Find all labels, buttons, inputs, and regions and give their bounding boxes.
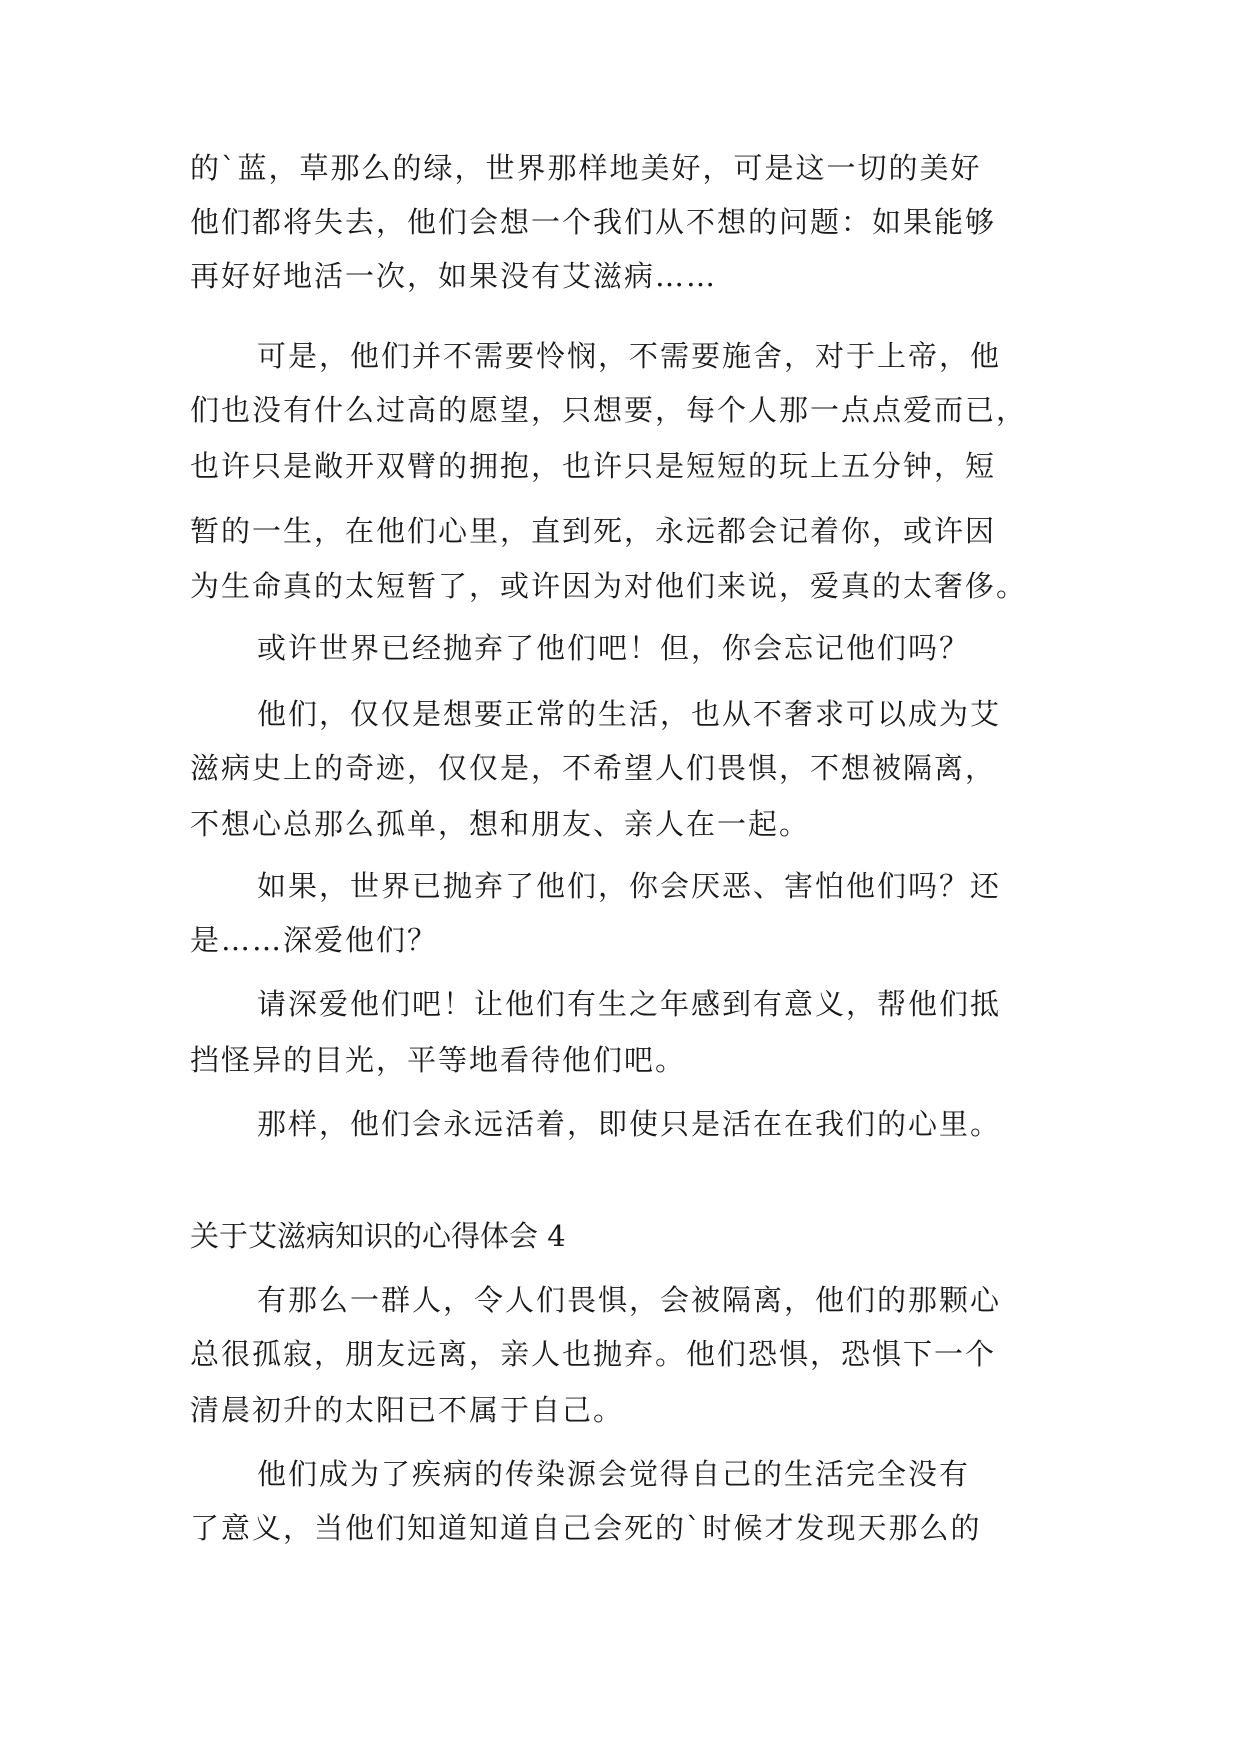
- section-heading: 关于艾滋病知识的心得体会 4: [190, 1219, 566, 1253]
- text-line: 不想心总那么孤单，想和朋友、亲人在一起。: [190, 807, 811, 841]
- text-line: 为生命真的太短暂了，或许因为对他们来说，爱真的太奢侈。: [190, 569, 1028, 603]
- text-line: 有那么一群人，令人们畏惧，会被隔离，他们的那颗心: [257, 1283, 1002, 1317]
- text-line: 也许只是敞开双臂的拥抱，也许只是短短的玩上五分钟，短: [190, 449, 997, 483]
- text-line: 清晨初升的太阳已不属于自己。: [190, 1393, 625, 1427]
- text-line: 如果，世界已抛弃了他们，你会厌恶、害怕他们吗？还: [257, 869, 1002, 903]
- text-line: 是……深爱他们？: [190, 923, 439, 957]
- text-line: 挡怪异的目光，平等地看待他们吧。: [190, 1043, 687, 1077]
- text-line: 那样，他们会永远活着，即使只是活在在我们的心里。: [257, 1107, 1002, 1141]
- text-line: 的`蓝，草那么的绿，世界那样地美好，可是这一切的美好: [190, 151, 982, 185]
- text-line: 总很孤寂，朋友远离，亲人也抛弃。他们恐惧，恐惧下一个: [190, 1337, 997, 1371]
- text-line: 可是，他们并不需要怜悯，不需要施舍，对于上帝，他: [257, 339, 1002, 373]
- text-line: 他们都将失去，他们会想一个我们从不想的问题：如果能够: [190, 205, 997, 239]
- text-line: 他们，仅仅是想要正常的生活，也从不奢求可以成为艾: [257, 697, 1002, 731]
- text-line: 再好好地活一次，如果没有艾滋病……: [190, 259, 718, 293]
- text-line: 们也没有什么过高的愿望，只想要，每个人那一点点爱而已，: [190, 393, 1028, 427]
- text-line: 请深爱他们吧！让他们有生之年感到有意义，帮他们抵: [257, 987, 1002, 1021]
- text-line: 滋病史上的奇迹，仅仅是，不希望人们畏惧，不想被隔离，: [190, 751, 997, 785]
- text-line: 他们成为了疾病的传染源会觉得自己的生活完全没有: [257, 1457, 971, 1491]
- text-line: 暂的一生，在他们心里，直到死，永远都会记着你，或许因: [190, 514, 997, 548]
- text-line: 或许世界已经抛弃了他们吧！但，你会忘记他们吗？: [257, 631, 971, 665]
- text-line: 了意义，当他们知道知道自己会死的`时候才发现天那么的: [190, 1511, 982, 1545]
